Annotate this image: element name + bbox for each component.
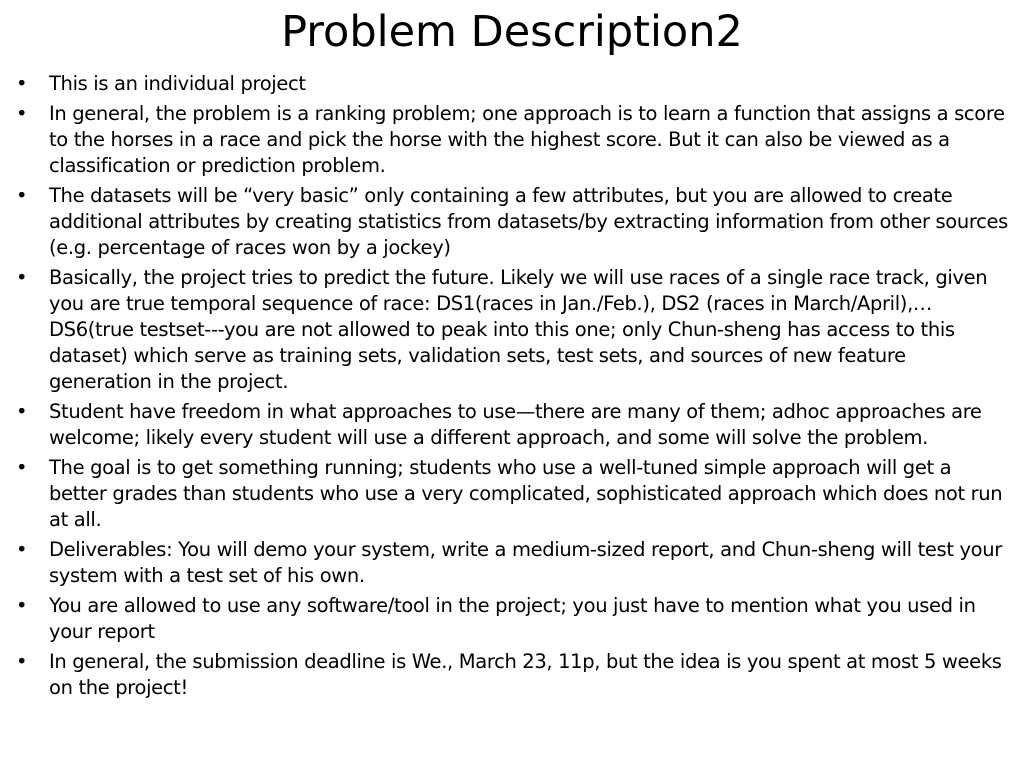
bullet-text: In general, the submission deadline is We., March 23, 11p, but the idea is you spent at most 5 weeks on the project!	[49, 650, 1002, 699]
bullet-dot-icon: •	[16, 594, 28, 617]
bullet-item	[16, 399, 1012, 451]
bullet-dot-icon: •	[16, 538, 28, 561]
bullet-item	[16, 183, 1012, 261]
bullet-dot-icon: •	[16, 400, 28, 423]
bullet-dot-icon: •	[16, 72, 28, 95]
bullet-dot-icon: •	[16, 650, 28, 673]
bullet-dot-icon: •	[16, 184, 28, 207]
bullet-text: Student have freedom in what approaches to use—there are many of them; adhoc approaches are welcome; likely every student will use a different approach, and some will solve the problem.	[49, 400, 982, 449]
bullet-list	[16, 71, 1012, 705]
bullet-dot-icon: •	[16, 102, 28, 125]
bullet-dot-icon: •	[16, 266, 28, 289]
slide-title: Problem Description2	[281, 7, 743, 57]
bullet-dot-icon: •	[16, 456, 28, 479]
bullet-text: You are allowed to use any software/tool in the project; you just have to mention what you used in your report	[49, 594, 976, 643]
bullet-item	[16, 71, 1012, 97]
bullet-item	[16, 593, 1012, 645]
bullet-item	[16, 101, 1012, 179]
bullet-item	[16, 455, 1012, 533]
bullet-text: Deliverables: You will demo your system, write a medium-sized report, and Chun-sheng will test your system with a test set of his own.	[49, 538, 1002, 587]
bullet-text: The goal is to get something running; students who use a well-tuned simple approach will get a better grades than students who use a very complicated, sophisticated approach which does not run at all.	[49, 456, 1003, 531]
bullet-item	[16, 537, 1012, 589]
bullet-item	[16, 265, 1012, 395]
bullet-text: The datasets will be “very basic” only containing a few attributes, but you are allowed to create additional attributes by creating statistics from datasets/by extracting information from other sources (e.g. percentage of races won by a jockey)	[49, 184, 1008, 259]
bullet-text: In general, the problem is a ranking problem; one approach is to learn a function that assigns a score to the horses in a race and pick the horse with the highest score. But it can also be viewed as a classification or prediction problem.	[49, 102, 1005, 177]
bullet-text: Basically, the project tries to predict the future. Likely we will use races of a single race track, given you are true temporal sequence of race: DS1(races in Jan./Feb.), DS2 (races in March/April),…DS6(true testset---you are not allowed to peak into this one; only Chun-sheng has access to this dataset) which serve as training sets, validation sets, test sets, and sources of new feature generation in the project.	[49, 266, 988, 393]
bullet-text: This is an individual project	[49, 72, 306, 95]
bullet-item	[16, 649, 1012, 701]
